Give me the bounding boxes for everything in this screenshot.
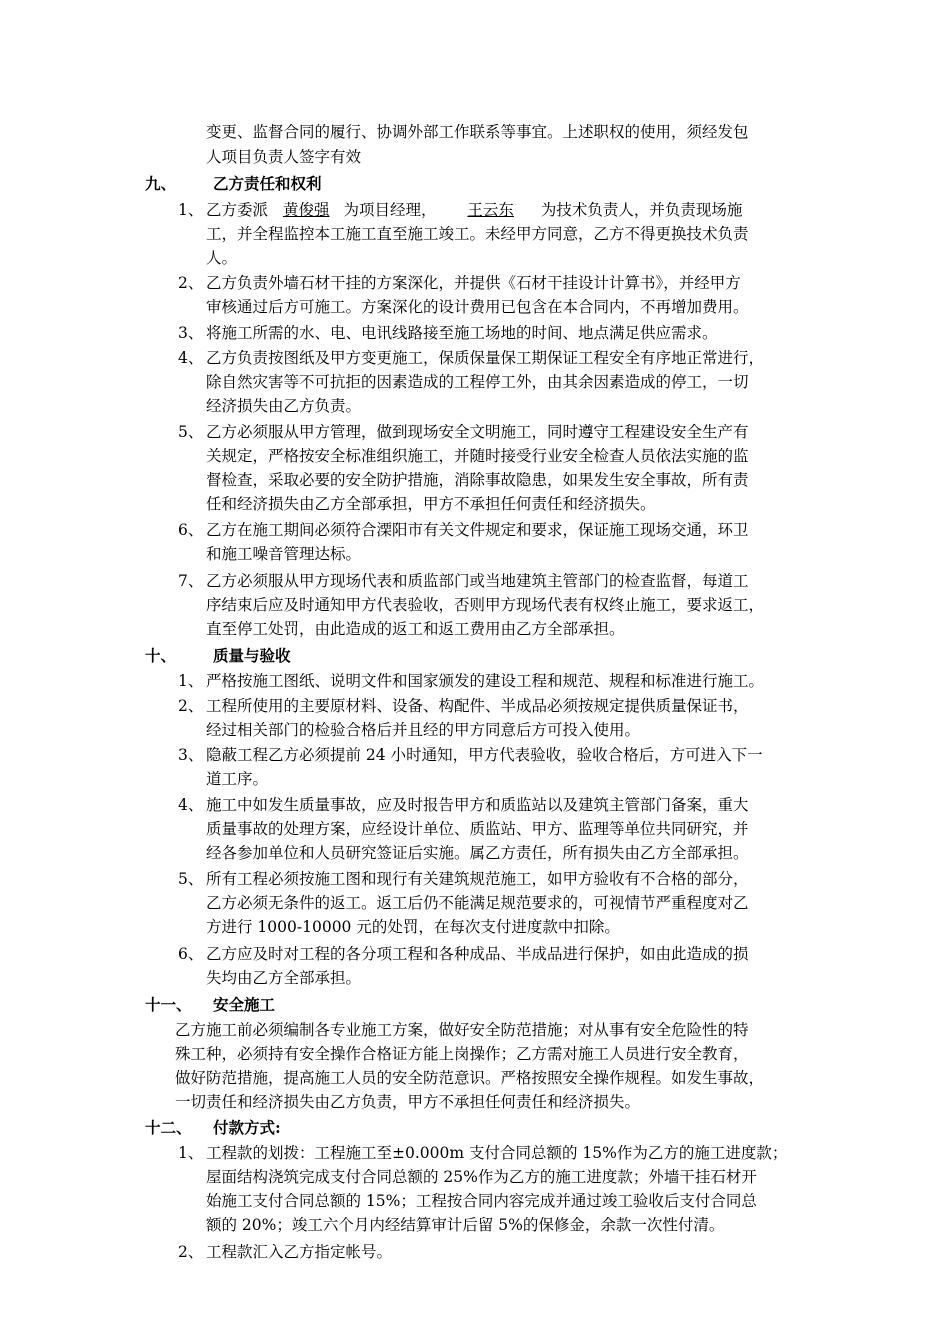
section-11-number: 十一、 bbox=[145, 995, 192, 1014]
section-9-title: 乙方责任和权利 bbox=[213, 174, 322, 193]
technical-lead-name: 王云东 bbox=[467, 201, 514, 219]
section-11-line-2: 殊工种，必须持有安全操作合格证方能上岗操作；乙方需对施工人员进行安全教育， bbox=[175, 1045, 749, 1063]
item-10-5-line-3: 方进行 1000-10000 元的处罚，在每次支付进度款中扣除。 bbox=[206, 918, 620, 936]
item-number: 1、 bbox=[178, 1144, 204, 1162]
item-9-6-line-2: 和施工噪音管理达标。 bbox=[206, 545, 362, 563]
project-manager-name: 黄俊强 bbox=[282, 201, 330, 219]
item-10-4-line-1: 施工中如发生质量事故，应及时报告甲方和质监站以及建筑主管部门备案，重大 bbox=[206, 796, 749, 814]
section-11-title: 安全施工 bbox=[213, 995, 276, 1014]
item-number: 2、 bbox=[178, 697, 204, 715]
item-10-2-line-2: 经过相关部门的检验合格后并且经的甲方同意后方可投入使用。 bbox=[206, 721, 641, 739]
section-11-line-4: 一切责任和经济损失由乙方负责，甲方不承担任何责任和经济损失。 bbox=[175, 1093, 641, 1111]
item-number: 1、 bbox=[178, 672, 204, 690]
item-9-1-line-1: 乙方委派 黄俊强 为项目经理， 王云东 为技术负责人，并负责现场施 bbox=[206, 201, 743, 219]
item-9-5-line-4: 任和经济损失由乙方全部承担，甲方不承担任何责任和经济损失。 bbox=[206, 495, 656, 513]
item-9-4-line-3: 经济损失由乙方负责。 bbox=[206, 397, 362, 415]
item-number: 4、 bbox=[178, 349, 204, 367]
item-12-1-line-1: 工程款的划拨：工程施工至±0.000m 支付合同总额的 15%作为乙方的施工进度款； bbox=[206, 1144, 788, 1162]
intro-line-1: 变更、监督合同的履行、协调外部工作联系等事宜。上述职权的使用，须经发包 bbox=[206, 123, 749, 141]
item-number: 5、 bbox=[178, 870, 204, 888]
section-9-number: 九、 bbox=[145, 174, 177, 193]
item-number: 2、 bbox=[178, 274, 204, 292]
item-number: 4、 bbox=[178, 796, 204, 814]
item-10-2-line-1: 工程所使用的主要原材料、设备、构配件、半成品必须按规定提供质量保证书， bbox=[206, 697, 749, 715]
item-10-3-line-2: 道工序。 bbox=[206, 770, 269, 788]
intro-line-2: 人项目负责人签字有效 bbox=[206, 148, 362, 166]
item-10-6-line-2: 失均由乙方全部承担。 bbox=[206, 969, 362, 987]
item-9-5-line-2: 关规定，严格按安全标准组织施工，并随时接受行业安全检查人员依法实施的监 bbox=[206, 447, 749, 465]
item-10-5-line-2: 乙方必须无条件的返工。返工后仍不能满足规范要求的，可视情节严重程度对乙 bbox=[206, 894, 749, 912]
item-9-7-line-3: 直至停工处罚，由此造成的返工和返工费用由乙方全部承担。 bbox=[206, 620, 625, 638]
section-10-title: 质量与验收 bbox=[213, 646, 291, 665]
item-9-7-line-1: 乙方必须服从甲方现场代表和质监部门或当地建筑主管部门的检查监督，每道工 bbox=[206, 572, 749, 590]
item-12-1-line-2: 屋面结构浇筑完成支付合同总额的 25%作为乙方的施工进度款；外墙干挂石材开 bbox=[206, 1168, 757, 1186]
item-9-2-line-1: 乙方负责外墙石材干挂的方案深化，并提供《石材干挂设计计算书》，并经甲方 bbox=[206, 274, 741, 292]
item-number: 6、 bbox=[178, 521, 204, 539]
item-9-6-line-1: 乙方在施工期间必须符合溧阳市有关文件规定和要求，保证施工现场交通，环卫 bbox=[206, 521, 749, 539]
item-number: 2、 bbox=[178, 1243, 204, 1261]
item-10-4-line-2: 质量事故的处理方案，应经设计单位、质监站、甲方、监理等单位共同研究，并 bbox=[206, 820, 749, 838]
item-number: 7、 bbox=[178, 572, 204, 590]
item-12-1-line-3: 始施工支付合同总额的 15%；工程按合同内容完成并通过竣工验收后支付合同总 bbox=[206, 1192, 757, 1210]
item-12-2-line-1: 工程款汇入乙方指定帐号。 bbox=[206, 1243, 393, 1261]
item-10-4-line-3: 经各参加单位和人员研究签证后实施。属乙方责任，所有损失由乙方全部承担。 bbox=[206, 844, 749, 862]
item-9-2-line-2: 审核通过后方可施工。方案深化的设计费用已包含在本合同内，不再增加费用。 bbox=[206, 298, 749, 316]
section-11-line-3: 做好防范措施，提高施工人员的安全防范意识。严格按照安全操作规程。如发生事故， bbox=[175, 1069, 765, 1087]
item-10-3-line-1: 隐蔽工程乙方必须提前 24 小时通知，甲方代表验收，验收合格后，方可进入下一 bbox=[206, 746, 763, 764]
item-9-7-line-2: 序结束后应及时通知甲方代表验收，否则甲方现场代表有权终止施工，要求返工， bbox=[206, 596, 765, 614]
item-9-5-line-1: 乙方必须服从甲方管理，做到现场安全文明施工，同时遵守工程建设安全生产有 bbox=[206, 423, 749, 441]
item-9-3-line-1: 将施工所需的水、电、电讯线路接至施工场地的时间、地点满足供应需求。 bbox=[206, 324, 718, 342]
item-number: 3、 bbox=[178, 746, 204, 764]
item-9-5-line-3: 督检查，采取必要的安全防护措施，消除事故隐患，如果发生安全事故，所有责 bbox=[206, 471, 749, 489]
item-9-4-line-1: 乙方负责按图纸及甲方变更施工，保质保量保工期保证工程安全有序地正常进行， bbox=[206, 349, 765, 367]
item-10-6-line-1: 乙方应及时对工程的各分项工程和各种成品、半成品进行保护，如由此造成的损 bbox=[206, 945, 749, 963]
item-9-1-line-3: 人。 bbox=[206, 249, 238, 267]
item-number: 5、 bbox=[178, 423, 204, 441]
section-12-title: 付款方式: bbox=[213, 1118, 281, 1137]
item-9-4-line-2: 除自然灾害等不可抗拒的因素造成的工程停工外，由其余因素造成的停工，一切 bbox=[206, 373, 749, 391]
item-10-1-line-1: 严格按施工图纸、说明文件和国家颁发的建设工程和规范、规程和标准进行施工。 bbox=[206, 672, 765, 690]
item-12-1-line-4: 额的 20%；竣工六个月内经结算审计后留 5%的保修金，余款一次性付清。 bbox=[206, 1216, 725, 1234]
section-11-line-1: 乙方施工前必须编制各专业施工方案，做好安全防范措施；对从事有安全危险性的特 bbox=[175, 1021, 749, 1039]
item-number: 6、 bbox=[178, 945, 204, 963]
section-12-number: 十二、 bbox=[145, 1118, 192, 1137]
section-10-number: 十、 bbox=[145, 646, 177, 665]
item-9-1-line-2: 工，并全程监控本工施工直至施工竣工。未经甲方同意，乙方不得更换技术负责 bbox=[206, 225, 749, 243]
item-10-5-line-1: 所有工程必须按施工图和现行有关建筑规范施工，如甲方验收有不合格的部分， bbox=[206, 870, 749, 888]
item-number: 1、 bbox=[178, 201, 204, 219]
item-number: 3、 bbox=[178, 324, 204, 342]
